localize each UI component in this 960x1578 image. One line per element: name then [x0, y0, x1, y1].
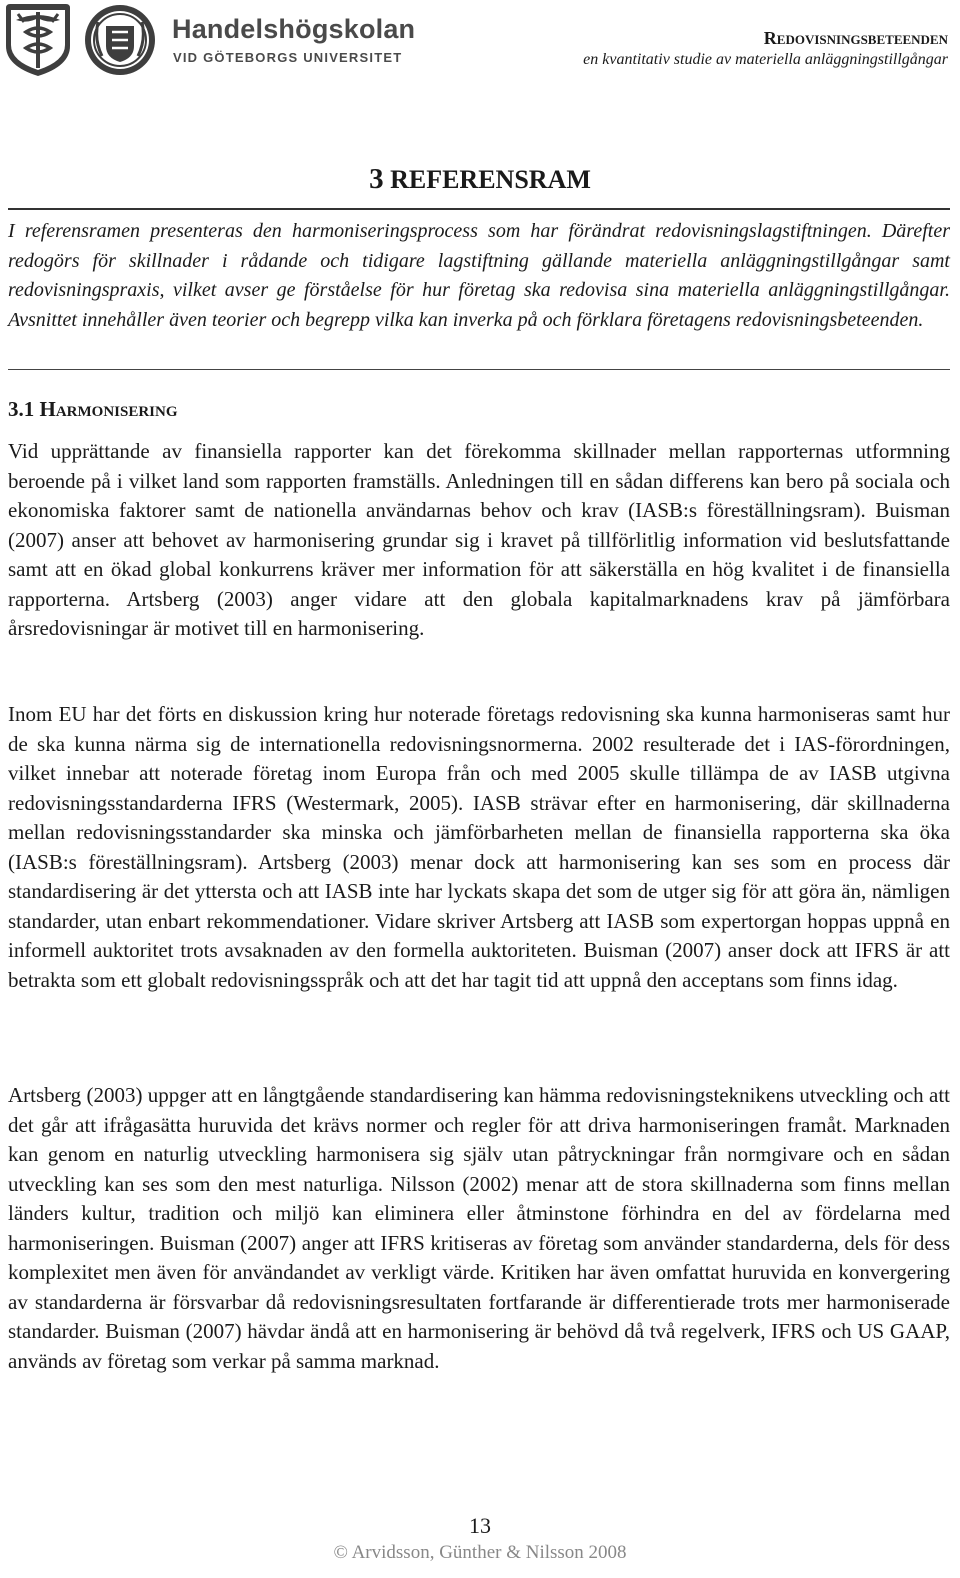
running-header-subtitle: en kvantitativ studie av materiella anläggningstillgångar [583, 51, 948, 68]
body-paragraph: Vid upprättande av finansiella rapporter kan det förekomma skillnader mellan rapporternas utformning beroende på i vilket land som rapporten framställs. Anledningen till en sådan differens kan bero på sociala och ekonomiska faktorer samt de nationella användarnas behov och krav (IASB:s föreställningsram). Buisman (2007) anser att behovet av harmonisering grundar sig i kravet på tillförlitlig information vid beslutsfattande samt att en ökad global konkurrens kräver mer information för att säkerställa en hög kvalitet i de finansiella rapporterna. Artsberg (2003) anger vidare att den globala kapitalmarknadens krav på jämförbara årsredovisningar är motivet till en harmonisering. [8, 439, 950, 640]
university-seal-icon [85, 5, 155, 75]
intro-top-rule [8, 208, 950, 210]
logo-group [2, 2, 167, 83]
chapter-intro: I referensramen presenteras den harmoniseringsprocess som har förändrat redovisningslagstiftningen. Därefter redogörs för skillnader i rådande och tidigare lagstiftning gällande materiella anläggningstillgångar samt redovisningspraxis, vilket avser ge förståelse för hur företag ska redovisa sina materiella anläggningstillgångar. Avsnittet innehåller även teorier och begrepp vilka kan inverka på och förklara företagens redovisningsbeteenden. [8, 220, 950, 331]
section-title: Harmonisering [39, 397, 178, 421]
running-header-title: Redovisningsbeteenden [763, 28, 948, 48]
brand-subtitle: VID GÖTEBORGS UNIVERSITET [173, 50, 403, 65]
section-number: 3.1 [8, 397, 35, 421]
running-header [583, 28, 948, 69]
footer-credit: © Arvidsson, Günther & Nilsson 2008 [333, 1542, 627, 1563]
page-number: 13 [469, 1513, 491, 1538]
chapter-name: REFERENSRAM [390, 165, 591, 194]
page-header [0, 0, 960, 80]
body-paragraph: Artsberg (2003) uppger att en långtgående standardisering kan hämma redovisningsteknikens utveckling och att det går att ifrågasätta huruvida det krävs normer och regler för att driva harmoniseringen framåt. Marknaden kan genom en naturlig utveckling harmonisera sig själv utan påtryckningar från normgivare och en sådan utveckling kan ses som den mest naturliga. Nilsson (2002) menar att de stora skillnaderna som finns mellan länders kultur, tradition och miljö kan eliminera eller åtminstone förhindra en del av fördelarna med harmoniseringen. Buisman (2007) anger att IFRS kritiseras av företag som använder standarderna, dels för dess komplexitet men även för användandet av verkligt värde. Kritiken har även omfattat huruvida en konvergering av standarderna är försvarbar då redovisningsresultaten fortfarande är differentierade trots mer harmoniserade standarder. Buisman (2007) hävdar ändå att en harmonisering är behövd då två regelverk, IFRS och US GAAP, används av företag som verkar på samma marknad. [8, 1083, 950, 1373]
body-paragraph: Inom EU har det förts en diskussion kring hur noterade företags redovisning ska kunna harmoniseras samt hur de ska kunna närma sig de internationella redovisningsnormerna. 2002 resulterade det i IAS-förordningen, vilket innebar att noterade företag inom Europa från och med 2005 skulle tillämpa de av IASB utgivna redovisningsstandarderna IFRS (Westermark, 2005). IASB strävar efter en harmonisering, där skillnaderna mellan redovisningsstandarder ska minska och jämförbarheten mellan de finansiella rapporterna ska öka (IASB:s föreställningsram). Artsberg (2003) menar dock att harmonisering kan ses som en process där standardisering är det yttersta och att IASB inte har lyckats skapa det som de utger sig för att göra än, nämligen standarder, utan enbart rekommendationer. Vidare skriver Artsberg att IASB som expertorgan hoppas uppnå en informell auktoritet trots avsaknaden av den formella auktoriteten. Buisman (2007) anser dock att IFRS är att betrakta som ett globalt redovisningsspråk och att det har tagit tid att uppnå den acceptans som finns idag. [8, 702, 950, 992]
brand-name: Handelshögskolan [172, 14, 416, 44]
section-heading [8, 397, 178, 422]
caduceus-emblem-icon [6, 4, 70, 76]
chapter-title [0, 163, 960, 196]
intro-bottom-rule [8, 369, 950, 370]
university-logo-icon [2, 2, 167, 78]
chapter-number: 3 [369, 163, 384, 195]
